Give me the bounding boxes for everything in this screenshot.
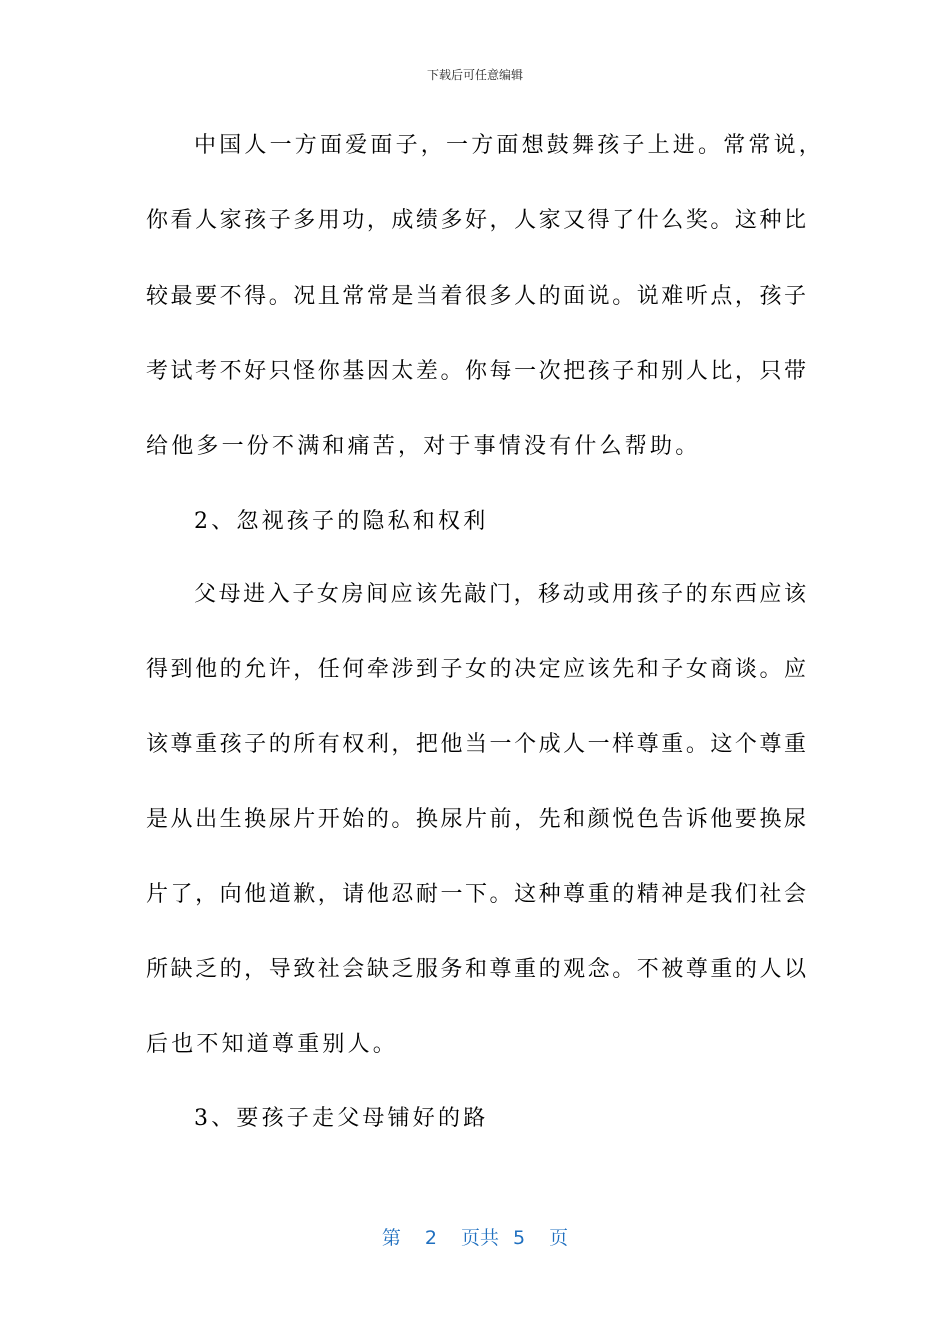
paragraph-2-line-4: 是从出生换尿片开始的。换尿片前，先和颜悦色告诉他要换尿: [146, 807, 806, 832]
page-suffix: 页: [549, 1227, 569, 1249]
paragraph-2-line-6: 所缺乏的，导致社会缺乏服务和尊重的观念。不被尊重的人以: [146, 957, 806, 982]
paragraph-1-line-1: 中国人一方面爱面子，一方面想鼓舞孩子上进。常常说，: [194, 133, 825, 158]
paragraph-2-line-7: 后也不知道尊重别人。: [146, 1032, 399, 1057]
paragraph-2-line-1: 父母进入子女房间应该先敲门，移动或用孩子的东西应该: [194, 582, 806, 607]
paragraph-2-line-5: 片了，向他道歉，请他忍耐一下。这种尊重的精神是我们社会: [146, 882, 806, 907]
total-pages-number: 5: [513, 1227, 526, 1249]
paragraph-2-line-2: 得到他的允许，任何牵涉到子女的决定应该先和子女商谈。应: [146, 657, 806, 682]
paragraph-1-line-2: 你看人家孩子多用功，成绩多好，人家又得了什么奖。这种比: [146, 208, 806, 233]
paragraph-2-line-3: 该尊重孩子的所有权利，把他当一个成人一样尊重。这个尊重: [146, 732, 806, 757]
header-note: 下载后可任意编辑: [426, 68, 523, 82]
section-heading-2: 2、忽视孩子的隐私和权利: [194, 509, 489, 534]
current-page-number: 2: [424, 1227, 437, 1249]
page-middle: 页共: [460, 1227, 499, 1249]
section-heading-3: 3、要孩子走父母铺好的路: [194, 1106, 489, 1131]
page-prefix: 第: [381, 1227, 401, 1249]
paragraph-1-line-3: 较最要不得。况且常常是当着很多人的面说。说难听点，孩子: [146, 284, 806, 309]
page-number-footer: [0, 1226, 950, 1250]
paragraph-1-line-4: 考试考不好只怪你基因太差。你每一次把孩子和别人比，只带: [146, 359, 806, 384]
paragraph-1-line-5: 给他多一份不满和痛苦，对于事情没有什么帮助。: [146, 434, 701, 459]
